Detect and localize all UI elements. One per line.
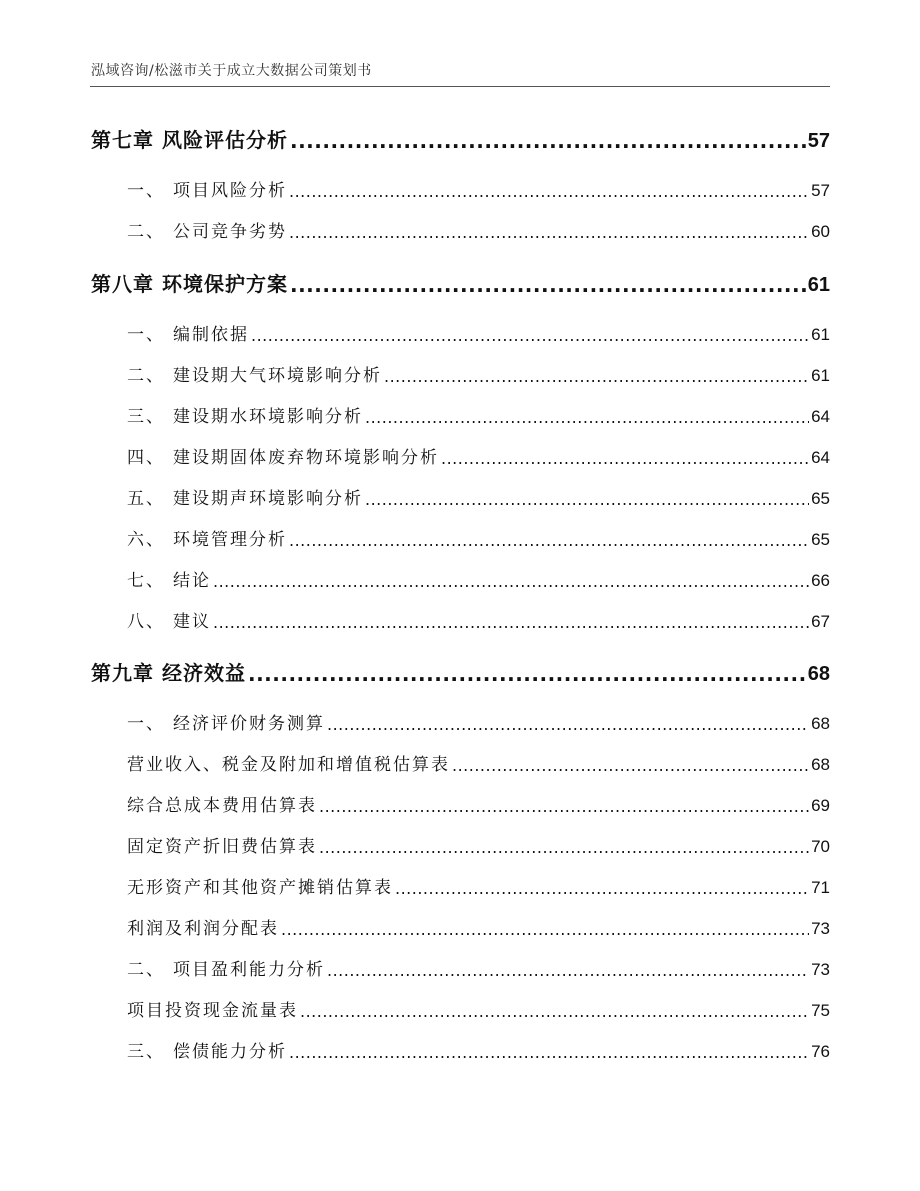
toc-page-number: 60 xyxy=(811,222,830,241)
toc-entry-title: 营业收入、税金及附加和增值税估算表 xyxy=(127,755,450,775)
toc-section-number: 五、 xyxy=(127,489,165,509)
toc-page-number: 64 xyxy=(811,448,830,467)
toc-entry-title: 第七章 风险评估分析 xyxy=(91,128,288,152)
toc-entry-title: 固定资产折旧费估算表 xyxy=(127,837,317,857)
toc-entry-title: 项目盈利能力分析 xyxy=(173,960,325,980)
running-header: 泓域咨询/松滋市关于成立大数据公司策划书 xyxy=(91,63,372,79)
toc-section[interactable] xyxy=(127,484,830,509)
dot-leader xyxy=(251,328,809,345)
dot-leader xyxy=(281,922,809,939)
toc-section[interactable] xyxy=(127,525,830,550)
dot-leader xyxy=(290,277,806,297)
dot-leader xyxy=(289,184,809,201)
dot-leader xyxy=(213,574,809,591)
toc-table-entry[interactable] xyxy=(127,791,830,816)
toc-section-number: 二、 xyxy=(127,222,165,242)
toc-entry-title: 建议 xyxy=(173,612,211,632)
toc-page-number: 65 xyxy=(811,489,830,508)
toc-section[interactable] xyxy=(127,176,830,201)
toc-section[interactable] xyxy=(127,955,830,980)
toc-page-number: 57 xyxy=(811,181,830,200)
dot-leader xyxy=(365,410,809,427)
toc-page-number: 68 xyxy=(811,714,830,733)
dot-leader xyxy=(452,758,809,775)
toc-entry-title: 经济评价财务测算 xyxy=(173,714,325,734)
toc-section-number: 七、 xyxy=(127,571,165,591)
dot-leader xyxy=(319,840,809,857)
toc-entry-title: 环境管理分析 xyxy=(173,530,287,550)
toc-section-number: 六、 xyxy=(127,530,165,550)
toc-section-number: 三、 xyxy=(127,407,165,427)
toc-page-number: 73 xyxy=(811,960,830,979)
toc-section[interactable] xyxy=(127,217,830,242)
toc-table-entry[interactable] xyxy=(127,873,830,898)
toc-page-number: 57 xyxy=(807,130,830,152)
toc-section[interactable] xyxy=(127,566,830,591)
toc-section-number: 一、 xyxy=(127,714,165,734)
toc-entry-title: 偿债能力分析 xyxy=(173,1042,287,1062)
dot-leader xyxy=(289,225,809,242)
toc-table-entry[interactable] xyxy=(127,996,830,1021)
toc-page-number: 70 xyxy=(811,837,830,856)
toc-section[interactable] xyxy=(127,709,830,734)
toc-page-number: 68 xyxy=(811,755,830,774)
toc-entry-title: 建设期固体废弃物环境影响分析 xyxy=(173,448,439,468)
dot-leader xyxy=(327,717,809,734)
dot-leader xyxy=(365,492,809,509)
toc-page-number: 61 xyxy=(811,366,830,385)
toc-section[interactable] xyxy=(127,402,830,427)
dot-leader xyxy=(319,799,809,816)
toc-section[interactable] xyxy=(127,361,830,386)
dot-leader xyxy=(289,533,809,550)
toc-page-number: 76 xyxy=(811,1042,830,1061)
dot-leader xyxy=(441,451,809,468)
toc-page-number: 73 xyxy=(811,919,830,938)
toc-section-number: 一、 xyxy=(127,181,165,201)
toc-section[interactable] xyxy=(127,443,830,468)
dot-leader xyxy=(300,1004,809,1021)
toc-section-number: 二、 xyxy=(127,960,165,980)
toc-section[interactable] xyxy=(127,320,830,345)
dot-leader xyxy=(327,963,809,980)
toc-table-entry[interactable] xyxy=(127,750,830,775)
toc-page-number: 75 xyxy=(811,1001,830,1020)
toc-entry-title: 建设期水环境影响分析 xyxy=(173,407,363,427)
toc-page-number: 61 xyxy=(807,274,830,296)
dot-leader xyxy=(289,1045,809,1062)
toc-section-number: 八、 xyxy=(127,612,165,632)
toc-section[interactable] xyxy=(127,1037,830,1062)
toc-entry-title: 项目风险分析 xyxy=(173,181,287,201)
toc-page-number: 65 xyxy=(811,530,830,549)
toc-page-number: 68 xyxy=(807,663,830,685)
toc-table-entry[interactable] xyxy=(127,832,830,857)
toc-page-number: 66 xyxy=(811,571,830,590)
toc-entry-title: 利润及利润分配表 xyxy=(127,919,279,939)
toc-section-number: 二、 xyxy=(127,366,165,386)
toc-section-number: 一、 xyxy=(127,325,165,345)
header-divider xyxy=(90,86,830,87)
toc-entry-title: 综合总成本费用估算表 xyxy=(127,796,317,816)
toc-page-number: 69 xyxy=(811,796,830,815)
toc-entry-title: 建设期声环境影响分析 xyxy=(173,489,363,509)
dot-leader xyxy=(384,369,809,386)
toc-table-entry[interactable] xyxy=(127,914,830,939)
toc-section-number: 三、 xyxy=(127,1042,165,1062)
dot-leader xyxy=(248,666,806,686)
toc-page-number: 61 xyxy=(811,325,830,344)
toc-entry-title: 无形资产和其他资产摊销估算表 xyxy=(127,878,393,898)
toc-entry-title: 结论 xyxy=(173,571,211,591)
dot-leader xyxy=(395,881,809,898)
toc-chapter-7[interactable] xyxy=(91,124,830,153)
toc-chapter-9[interactable] xyxy=(91,657,830,686)
dot-leader xyxy=(213,615,809,632)
dot-leader xyxy=(290,133,806,153)
toc-chapter-8[interactable] xyxy=(91,268,830,297)
toc-entry-title: 建设期大气环境影响分析 xyxy=(173,366,382,386)
toc-entry-title: 公司竞争劣势 xyxy=(173,222,287,242)
toc-page-number: 67 xyxy=(811,612,830,631)
toc-page-number: 71 xyxy=(811,878,830,897)
toc-entry-title: 第九章 经济效益 xyxy=(91,661,246,685)
toc-entry-title: 项目投资现金流量表 xyxy=(127,1001,298,1021)
toc-section-number: 四、 xyxy=(127,448,165,468)
toc-section[interactable] xyxy=(127,607,830,632)
toc-entry-title: 第八章 环境保护方案 xyxy=(91,272,288,296)
toc-entry-title: 编制依据 xyxy=(173,325,249,345)
toc-page-number: 64 xyxy=(811,407,830,426)
